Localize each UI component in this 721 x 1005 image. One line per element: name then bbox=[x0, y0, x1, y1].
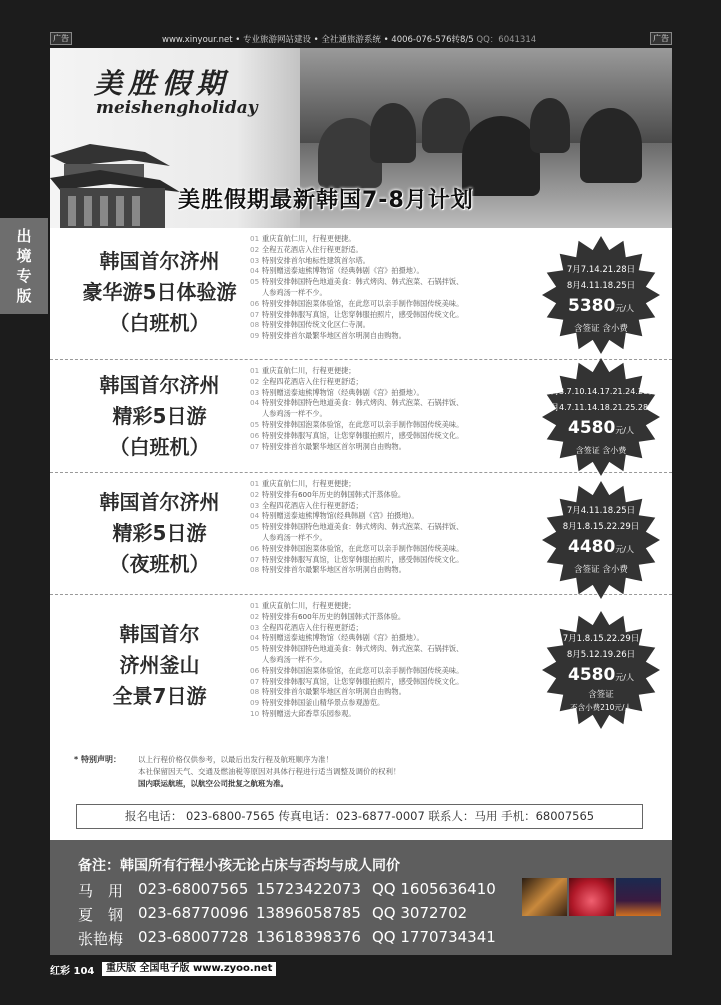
itinerary-text: 特别安排韩服写真馆，让您穿韩服拍照片，感受韩国传统文化。 bbox=[262, 676, 464, 686]
staff-mobile: 15723422073 bbox=[256, 880, 361, 898]
price-includes: 含签证 含小费 bbox=[574, 324, 628, 334]
itinerary-number: 05 bbox=[250, 522, 260, 532]
edition-label: 重庆版 全国电子版 www.zyoo.net bbox=[102, 962, 276, 976]
itinerary-text: 特别安排韩服写真馆，让您穿韩服拍照片，感受韩国传统文化。 bbox=[262, 309, 464, 319]
itinerary-item bbox=[250, 366, 550, 377]
itinerary-text: 特别安排韩国泡菜体验馆，在此您可以亲手制作韩国传统美味。 bbox=[262, 419, 464, 429]
side-tab-char: 境 bbox=[16, 247, 32, 265]
price-unit: 元/人 bbox=[615, 673, 635, 682]
itinerary-number: 01 bbox=[250, 234, 260, 243]
tour-title bbox=[72, 619, 247, 712]
itinerary-item bbox=[250, 377, 550, 388]
itinerary-item bbox=[250, 310, 550, 321]
price-includes: 含签证 含小费 bbox=[575, 446, 627, 455]
brand-name-cn: 美胜假期 bbox=[94, 67, 231, 100]
tour-title-line: 济州釜山 bbox=[119, 653, 200, 677]
price-value: 5380 bbox=[567, 296, 616, 316]
advert-content bbox=[50, 48, 672, 848]
itinerary-text: 特别赠送泰迪熊博物馆（经典韩剧《宫》拍摄地）。 bbox=[262, 633, 424, 643]
side-tab-char: 版 bbox=[16, 287, 32, 305]
itinerary-text: 全程四花酒店入住行程更舒适； bbox=[262, 376, 363, 386]
dancer-figure bbox=[580, 108, 642, 183]
side-tab-char: 专 bbox=[16, 267, 32, 285]
departure-dates: 7月1.8.15.22.29日 bbox=[562, 634, 640, 644]
itinerary-item bbox=[250, 623, 550, 634]
itinerary-text: 特别赠送泰迪熊博物馆（经典韩剧《宫》拍摄地）。 bbox=[262, 387, 424, 397]
itinerary-number: 06 bbox=[250, 298, 260, 308]
itinerary-number: 02 bbox=[250, 244, 260, 254]
itinerary-item bbox=[250, 331, 550, 342]
tour-title-line: （白班机） bbox=[109, 435, 210, 459]
tour-block bbox=[50, 595, 672, 745]
itinerary-text: 人参鸡汤一样不少。 bbox=[262, 532, 327, 542]
itinerary-number: 10 bbox=[250, 708, 260, 718]
itinerary-number: 04 bbox=[250, 633, 260, 643]
itinerary-item bbox=[250, 555, 550, 566]
staff-qq: QQ 1605636410 bbox=[372, 880, 496, 898]
itinerary-number: 03 bbox=[250, 255, 260, 265]
photo-tower bbox=[616, 878, 661, 916]
itinerary-item bbox=[250, 677, 550, 688]
itinerary-item bbox=[250, 601, 550, 612]
staff-name: 马 用 bbox=[78, 882, 124, 900]
notice-line: 以上行程价格仅供参考，以最后出发行程及航班顺序为准！ bbox=[138, 755, 333, 764]
itinerary-text: 特别安排有600年历史的韩国韩式汗蒸体验。 bbox=[262, 611, 406, 621]
itinerary-text: 特别安排韩服写真馆，让您穿韩服拍照片，感受韩国传统文化。 bbox=[262, 554, 464, 564]
itinerary-text: 特别安排首尔最繁华地区首尔明洞自由购物。 bbox=[262, 687, 406, 697]
itinerary-item bbox=[250, 612, 550, 623]
itinerary-text: 重庆直航仁川，行程更便捷； bbox=[262, 479, 356, 488]
itinerary-number: 06 bbox=[250, 543, 260, 553]
itinerary-text: 特别赠送泰迪熊博物馆（经典韩剧《宫》拍摄地）。 bbox=[262, 266, 424, 276]
itinerary-list bbox=[250, 366, 550, 452]
tour-block bbox=[50, 360, 672, 473]
itinerary-item bbox=[250, 544, 550, 555]
itinerary-text: 全程四花酒店入住行程更舒适； bbox=[262, 622, 363, 632]
footer-panel bbox=[50, 840, 672, 955]
itinerary-text: 特别赠送大邱香草乐园参观。 bbox=[262, 708, 356, 718]
itinerary-number: 05 bbox=[250, 277, 260, 287]
itinerary-item bbox=[250, 409, 550, 420]
notice-label: * 特别声明： bbox=[74, 755, 121, 764]
itinerary-text: 特别安排首尔最繁华地区首尔明洞自由购物。 bbox=[262, 441, 406, 451]
top-bar bbox=[50, 32, 672, 46]
itinerary-text: 特别赠送泰迪熊博物馆(经典韩剧《宫》拍摄地)。 bbox=[262, 511, 419, 521]
itinerary-item bbox=[250, 420, 550, 431]
itinerary-list bbox=[250, 601, 550, 720]
itinerary-text: 重庆直航仁川，行程更便捷。 bbox=[262, 234, 356, 243]
staff-tel: 023-68007728 bbox=[138, 928, 249, 946]
price-info bbox=[542, 631, 660, 714]
tour-title-line: 韩国首尔济州 bbox=[99, 373, 220, 397]
price-unit: 元/人 bbox=[615, 304, 635, 313]
itinerary-number: 05 bbox=[250, 419, 260, 429]
registration-contact: 报名电话： 023-6800-7565 传真电话：023-6877-0007 联系人：马用 手机：68007565 bbox=[76, 804, 643, 829]
itinerary-number: 01 bbox=[250, 366, 260, 375]
ad-tag-left: 广告 bbox=[50, 32, 72, 45]
tour-title-line: 豪华游5日体验游 bbox=[82, 280, 237, 304]
departure-dates: 7月4.11.18.25日 bbox=[566, 506, 636, 516]
itinerary-number: 01 bbox=[250, 479, 260, 488]
hero-banner bbox=[50, 48, 672, 228]
photo-strip bbox=[522, 878, 660, 916]
itinerary-text: 人参鸡汤一样不少。 bbox=[262, 409, 327, 419]
itinerary-text: 特别安排韩服写真馆，让您穿韩服拍照片，感受韩国传统文化。 bbox=[262, 430, 464, 440]
itinerary-number: 09 bbox=[250, 331, 260, 341]
itinerary-item bbox=[250, 490, 550, 501]
itinerary-number: 08 bbox=[250, 565, 260, 575]
itinerary-item bbox=[250, 234, 550, 245]
tour-title-line: 精彩5日游 bbox=[112, 521, 207, 545]
tour-title-line: （夜班机） bbox=[109, 552, 210, 576]
tour-title-line: （白班机） bbox=[109, 311, 210, 335]
itinerary-text: 特别安排韩国特色地道美食：韩式烤肉、韩式泡菜、石锅拌饭、 bbox=[262, 522, 464, 532]
itinerary-text: 特别安排韩国泡菜体验馆，在此您可以亲手制作韩国传统美味。 bbox=[262, 543, 464, 553]
itinerary-item bbox=[250, 666, 550, 677]
brand-name-en: meishengholiday bbox=[96, 98, 258, 118]
top-bar-qq: QQ：6041314 bbox=[476, 35, 537, 45]
page-number: 红彩 104 bbox=[50, 966, 95, 977]
notice-line: 国内联运航班，以航空公司批复之航班为准。 bbox=[138, 779, 288, 788]
departure-dates: 7月7.14.21.28日 bbox=[566, 265, 636, 275]
itinerary-item bbox=[250, 533, 550, 544]
itinerary-number: 08 bbox=[250, 320, 260, 330]
price-value: 4580 bbox=[567, 665, 616, 685]
itinerary-number: 02 bbox=[250, 611, 260, 621]
departure-dates: 7月3.7.10.14.17.21.24.28日 bbox=[545, 387, 657, 396]
tour-block bbox=[50, 230, 672, 360]
itinerary-text: 特别安排韩国泡菜体验馆，在此您可以亲手制作韩国传统美味。 bbox=[262, 665, 464, 675]
top-bar-text bbox=[162, 33, 536, 45]
itinerary-number: 08 bbox=[250, 687, 260, 697]
staff-tel: 023-68770096 bbox=[138, 904, 249, 922]
itinerary-number: 07 bbox=[250, 554, 260, 564]
hero-title: 美胜假期最新韩国7-8月计划 bbox=[178, 188, 474, 213]
itinerary-text: 全程五花酒店入住行程更舒适。 bbox=[262, 244, 363, 254]
itinerary-item bbox=[250, 479, 550, 490]
itinerary-number: 02 bbox=[250, 489, 260, 499]
staff-qq: QQ 3072702 bbox=[372, 904, 468, 922]
price-info bbox=[542, 503, 660, 578]
itinerary-text: 特别安排韩国特色地道美食：韩式烤肉、韩式泡菜、石锅拌饭、 bbox=[262, 398, 464, 408]
itinerary-number: 07 bbox=[250, 441, 260, 451]
top-bar-slogan: www.xinyour.net • 专业旅游网站建设 • 全社通旅游系统 • 4006-076-576转8/5 bbox=[162, 35, 474, 45]
itinerary-number: 07 bbox=[250, 309, 260, 319]
itinerary-number: 06 bbox=[250, 430, 260, 440]
itinerary-item bbox=[250, 709, 550, 720]
tour-title-line: 韩国首尔济州 bbox=[99, 490, 220, 514]
price-value: 4580 bbox=[567, 418, 616, 438]
tour-title-line: 全景7日游 bbox=[112, 684, 207, 708]
itinerary-item bbox=[250, 522, 550, 533]
itinerary-number: 05 bbox=[250, 644, 260, 654]
photo-food bbox=[522, 878, 567, 916]
itinerary-number: 03 bbox=[250, 622, 260, 632]
itinerary-item bbox=[250, 633, 550, 644]
itinerary-text: 特别安排韩国传统文化区仁寺洞。 bbox=[262, 320, 370, 330]
itinerary-item bbox=[250, 565, 550, 576]
tour-title-line: 精彩5日游 bbox=[112, 404, 207, 428]
itinerary-text: 特别安排首尔最繁华地区首尔明洞自由购物。 bbox=[262, 331, 406, 341]
notice-lines bbox=[138, 754, 648, 790]
tour-title bbox=[72, 370, 247, 463]
bottom-bar bbox=[50, 962, 672, 976]
itinerary-item bbox=[250, 266, 550, 277]
staff-name: 张艳梅 bbox=[78, 930, 124, 948]
tour-title-line: 韩国首尔 bbox=[119, 622, 200, 646]
staff-mobile: 13896058785 bbox=[256, 904, 361, 922]
price-info bbox=[542, 262, 660, 337]
itinerary-item bbox=[250, 256, 550, 267]
tour-block bbox=[50, 473, 672, 595]
tour-title bbox=[72, 487, 247, 580]
itinerary-text: 重庆直航仁川，行程更便捷； bbox=[262, 601, 356, 610]
itinerary-item bbox=[250, 398, 550, 409]
itinerary-text: 人参鸡汤一样不少。 bbox=[262, 654, 327, 664]
itinerary-item bbox=[250, 511, 550, 522]
itinerary-text: 特别安排有600年历史的韩国韩式汗蒸体验。 bbox=[262, 489, 406, 499]
itinerary-item bbox=[250, 245, 550, 256]
tour-title-line: 韩国首尔济州 bbox=[99, 249, 220, 273]
staff-mobile: 13618398376 bbox=[256, 928, 361, 946]
itinerary-number: 07 bbox=[250, 676, 260, 686]
notice-line: 本社保留因天气、交通及燃油税等原因对具体行程进行适当调整及调价的权利！ bbox=[138, 767, 401, 776]
price-includes: 含签证 bbox=[588, 690, 614, 700]
price-includes: 含签证 含小费 bbox=[574, 565, 628, 575]
dancer-figure bbox=[530, 98, 570, 153]
itinerary-item bbox=[250, 442, 550, 453]
price-value: 4480 bbox=[567, 537, 616, 557]
itinerary-number: 04 bbox=[250, 511, 260, 521]
departure-dates: 8月4.11.18.25日 bbox=[566, 281, 636, 291]
itinerary-text: 特别安排韩国泡菜体验馆，在此您可以亲手制作韩国传统美味。 bbox=[262, 298, 464, 308]
itinerary-text: 特别安排韩国特色地道美食：韩式烤肉、韩式泡菜、石锅拌饭、 bbox=[262, 644, 464, 654]
itinerary-item bbox=[250, 288, 550, 299]
itinerary-number: 04 bbox=[250, 266, 260, 276]
itinerary-number: 04 bbox=[250, 398, 260, 408]
side-tab-char: 出 bbox=[16, 227, 32, 245]
itinerary-item bbox=[250, 644, 550, 655]
price-info bbox=[542, 384, 660, 459]
staff-qq: QQ 1770734341 bbox=[372, 928, 496, 946]
departure-dates: 8月1.8.15.22.29日 bbox=[562, 522, 640, 532]
itinerary-item bbox=[250, 277, 550, 288]
price-excludes: 不含小费210元/人 bbox=[570, 703, 632, 712]
itinerary-text: 全程四花酒店入住行程更舒适； bbox=[262, 500, 363, 510]
itinerary-number: 03 bbox=[250, 500, 260, 510]
staff-tel: 023-68007565 bbox=[138, 880, 249, 898]
dancer-figure bbox=[370, 103, 416, 163]
price-unit: 元/人 bbox=[615, 426, 635, 435]
itinerary-number: 09 bbox=[250, 698, 260, 708]
itinerary-text: 特别安排韩国特色地道美食：韩式烤肉、韩式泡菜、石锅拌饭、 bbox=[262, 277, 464, 287]
itinerary-item bbox=[250, 698, 550, 709]
itinerary-item bbox=[250, 320, 550, 331]
itinerary-text: 人参鸡汤一样不少。 bbox=[262, 287, 327, 297]
itinerary-list bbox=[250, 234, 550, 342]
footer-note: 备注：韩国所有行程小孩无论占床与否均与成人同价 bbox=[78, 858, 400, 874]
itinerary-text: 特别安排首尔最繁华地区首尔明洞自由购物。 bbox=[262, 565, 406, 575]
price-unit: 元/人 bbox=[615, 545, 635, 554]
itinerary-list bbox=[250, 479, 550, 576]
itinerary-item bbox=[250, 501, 550, 512]
ad-tag-right: 广告 bbox=[650, 32, 672, 45]
photo-dancer bbox=[569, 878, 614, 916]
itinerary-item bbox=[250, 431, 550, 442]
itinerary-number: 06 bbox=[250, 665, 260, 675]
itinerary-number: 03 bbox=[250, 387, 260, 397]
itinerary-text: 特别安排首尔地标性建筑首尔塔。 bbox=[262, 255, 370, 265]
staff-name: 夏 钢 bbox=[78, 906, 124, 924]
itinerary-number: 02 bbox=[250, 376, 260, 386]
itinerary-item bbox=[250, 388, 550, 399]
side-tab bbox=[0, 218, 48, 314]
itinerary-item bbox=[250, 687, 550, 698]
departure-dates: 8月5.12.19.26日 bbox=[566, 650, 636, 660]
itinerary-text: 重庆直航仁川，行程更便捷； bbox=[262, 366, 356, 375]
itinerary-text: 特别安排韩国釜山精华景点参观游览。 bbox=[262, 698, 385, 708]
itinerary-item bbox=[250, 299, 550, 310]
itinerary-item bbox=[250, 655, 550, 666]
tour-title bbox=[72, 246, 247, 339]
itinerary-number: 01 bbox=[250, 601, 260, 610]
departure-dates: 8月4.7.11.14.18.21.25.28日 bbox=[545, 403, 657, 412]
